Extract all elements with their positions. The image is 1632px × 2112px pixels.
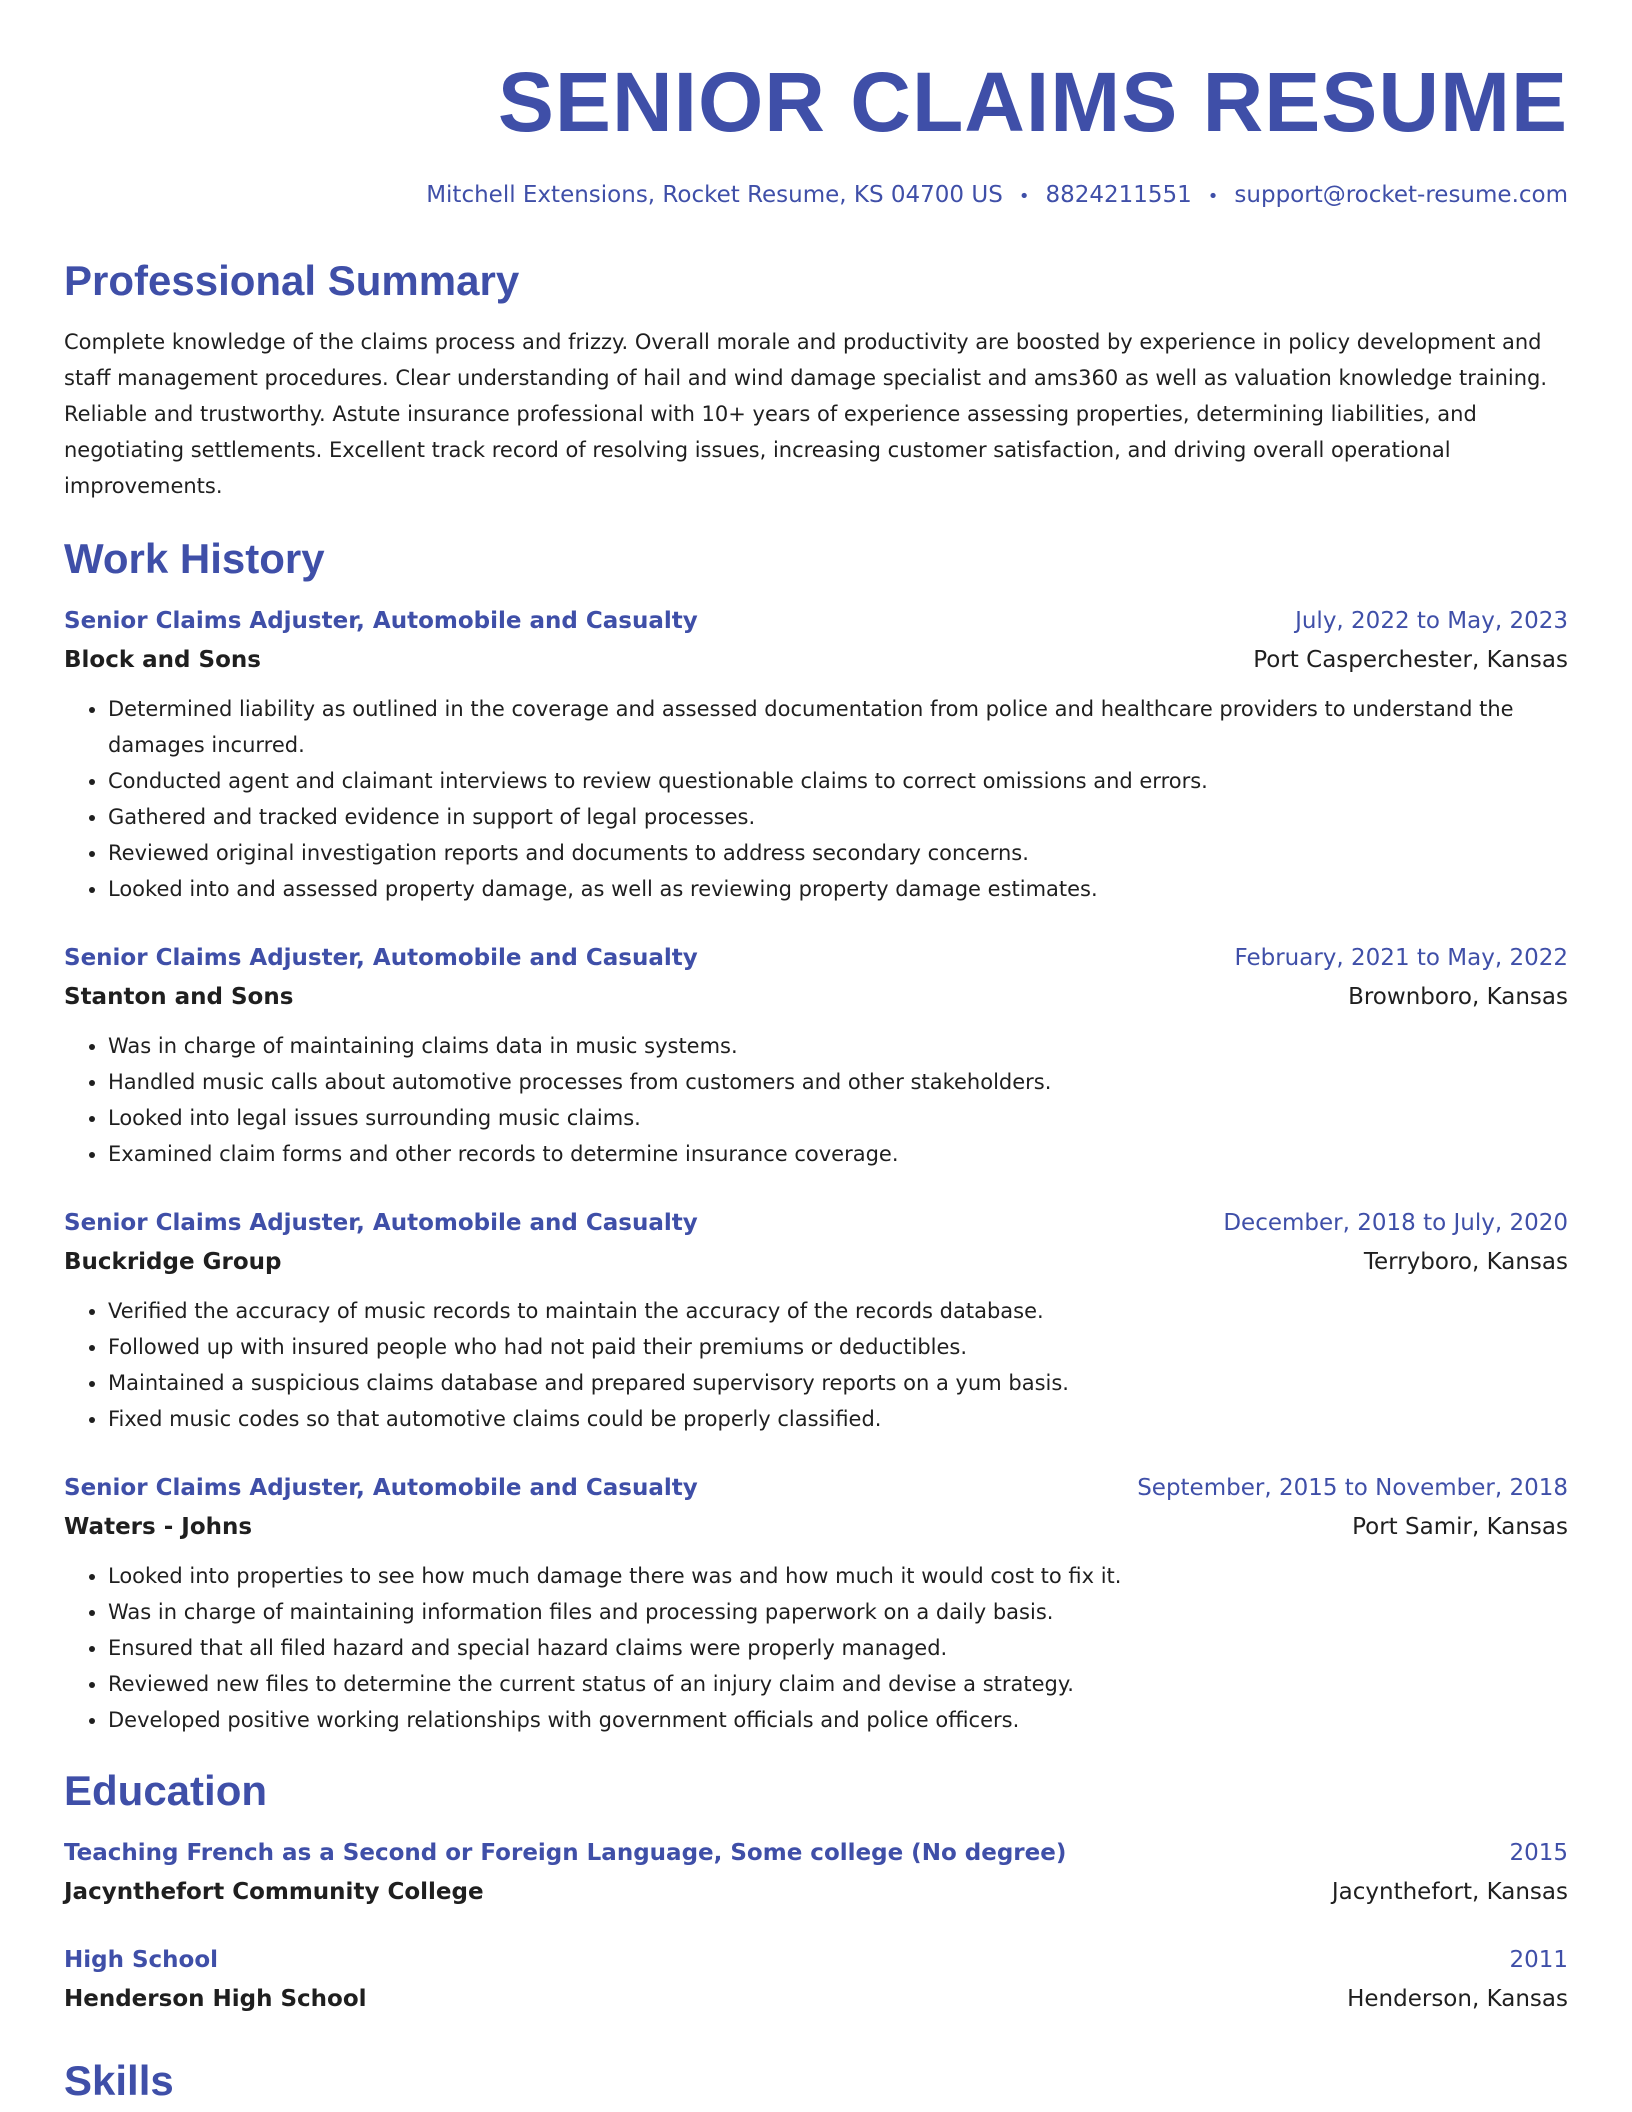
job-dates: December, 2018 to July, 2020	[1223, 1210, 1568, 1236]
job-company: Buckridge Group	[64, 1249, 282, 1275]
job-company: Stanton and Sons	[64, 984, 294, 1010]
job-company: Block and Sons	[64, 647, 261, 673]
resume-page	[64, 0, 1568, 2108]
list-item: • Fixed music codes so that automotive claims could be properly classified.	[108, 1401, 1568, 1437]
list-item: • Reviewed new files to determine the current status of an injury claim and devise a strategy.	[108, 1666, 1568, 1702]
list-item: • Reviewed original investigation reports and documents to address secondary concerns.	[108, 835, 1568, 871]
education-entry	[64, 1836, 1568, 1909]
list-item: • Looked into properties to see how much damage there was and how much it would cost to fix it.	[108, 1558, 1568, 1594]
education-year: 2011	[1509, 1947, 1568, 1973]
job-location: Terryboro, Kansas	[1363, 1249, 1568, 1275]
contact-line	[64, 178, 1568, 214]
list-item: • Looked into legal issues surrounding music claims.	[108, 1100, 1568, 1136]
list-item: • Ensured that all filed hazard and special hazard claims were properly managed.	[108, 1630, 1568, 1666]
job-bullets	[64, 691, 1568, 907]
contact-address: Mitchell Extensions, Rocket Resume, KS 04700 US	[426, 182, 1003, 208]
job-entry	[64, 941, 1568, 1172]
education-school: Jacynthefort Community College	[64, 1879, 484, 1905]
contact-separator: •	[1207, 186, 1219, 207]
list-item: • Was in charge of maintaining claims data in music systems.	[108, 1028, 1568, 1064]
education-entry	[64, 1943, 1568, 2016]
job-bullets	[64, 1028, 1568, 1172]
job-title: Senior Claims Adjuster, Automobile and Casualty	[64, 1210, 698, 1236]
job-bullets	[64, 1293, 1568, 1437]
summary-text: Complete knowledge of the claims process and frizzy. Overall morale and productivity are boosted by experience in policy development and staff management procedures. Clear understanding of hail and wind damage specialist and ams360 as well as valuation knowledge training. Reliable and trustworthy. Astute insurance professional with 10+ years of experience assessing properties, determining liabilities, and negotiating settlements. Excellent track record of resolving issues, increasing customer satisfaction, and driving overall operational improvements.	[64, 330, 1548, 498]
summary-heading: Professional Summary	[64, 257, 520, 304]
education-degree: High School	[64, 1947, 219, 1973]
job-location: Port Casperchester, Kansas	[1253, 647, 1568, 673]
resume-name: SENIOR CLAIMS RESUME	[497, 55, 1568, 149]
list-item: • Maintained a suspicious claims database and prepared supervisory reports on a yum basis.	[108, 1365, 1568, 1401]
list-item: • Verified the accuracy of music records to maintain the accuracy of the records database.	[108, 1293, 1568, 1329]
list-item: • Developed positive working relationships with government officials and police officers.	[108, 1702, 1568, 1738]
job-location: Brownboro, Kansas	[1348, 984, 1568, 1010]
job-dates: July, 2022 to May, 2023	[1295, 608, 1568, 634]
job-bullets	[64, 1558, 1568, 1738]
education-degree: Teaching French as a Second or Foreign Language, Some college (No degree)	[64, 1840, 1067, 1866]
contact-separator: •	[1018, 186, 1030, 207]
education-heading: Education	[64, 1767, 268, 1814]
job-entry	[64, 1206, 1568, 1437]
job-title: Senior Claims Adjuster, Automobile and Casualty	[64, 608, 698, 634]
job-entry	[64, 604, 1568, 907]
list-item: • Conducted agent and claimant interviews to review questionable claims to correct omissions and errors.	[108, 763, 1568, 799]
job-location: Port Samir, Kansas	[1352, 1514, 1568, 1540]
job-title: Senior Claims Adjuster, Automobile and Casualty	[64, 1475, 698, 1501]
job-company: Waters - Johns	[64, 1514, 253, 1540]
job-title: Senior Claims Adjuster, Automobile and Casualty	[64, 945, 698, 971]
education-location: Jacynthefort, Kansas	[1331, 1879, 1568, 1905]
skills-heading: Skills	[64, 2057, 174, 2104]
contact-phone: 8824211551	[1045, 182, 1192, 208]
list-item: • Followed up with insured people who had not paid their premiums or deductibles.	[108, 1329, 1568, 1365]
list-item: • Handled music calls about automotive processes from customers and other stakeholders.	[108, 1064, 1568, 1100]
list-item: • Determined liability as outlined in the coverage and assessed documentation from police and healthcare providers to understand the damages incurred.	[108, 691, 1568, 763]
list-item: • Looked into and assessed property damage, as well as reviewing property damage estimates.	[108, 871, 1568, 907]
resume-header	[64, 0, 1568, 214]
list-item: • Examined claim forms and other records to determine insurance coverage.	[108, 1136, 1568, 1172]
job-dates: February, 2021 to May, 2022	[1234, 945, 1568, 971]
job-entry	[64, 1471, 1568, 1738]
education-school: Henderson High School	[64, 1986, 367, 2012]
work-history-heading: Work History	[64, 535, 325, 582]
contact-email: support@rocket-resume.com	[1234, 182, 1568, 208]
list-item: • Was in charge of maintaining information files and processing paperwork on a daily basis.	[108, 1594, 1568, 1630]
list-item: • Gathered and tracked evidence in support of legal processes.	[108, 799, 1568, 835]
education-year: 2015	[1509, 1840, 1568, 1866]
job-dates: September, 2015 to November, 2018	[1137, 1475, 1568, 1501]
education-location: Henderson, Kansas	[1347, 1986, 1568, 2012]
